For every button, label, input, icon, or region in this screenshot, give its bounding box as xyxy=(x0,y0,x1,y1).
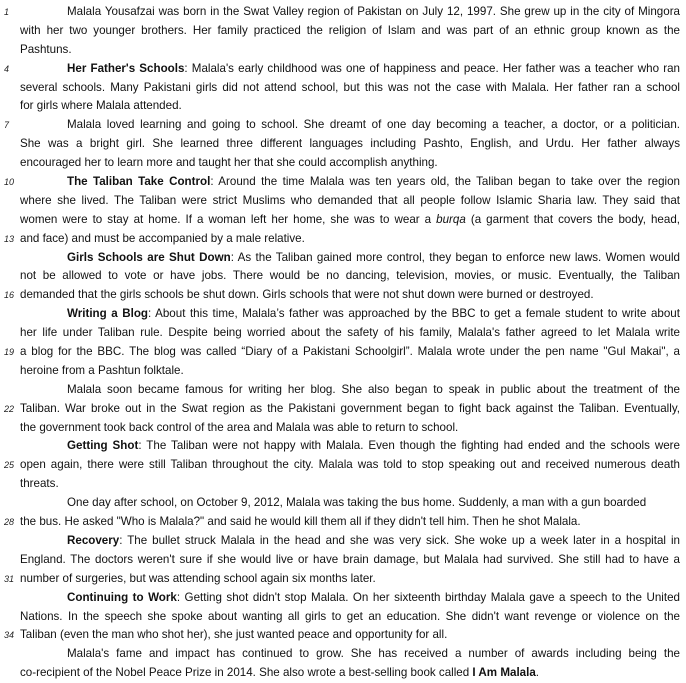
text-segment: England. The doctors weren't sure if she would live or have brain damage, but Malala had survived. She still had to have a xyxy=(20,552,680,566)
line-text xyxy=(20,249,680,268)
text-line xyxy=(0,362,686,381)
text-segment: where she lived. The Taliban were strict Muslims who demanded that all people follow Islamic Sharia law. They said that xyxy=(20,193,680,207)
text-segment: : The Taliban were not happy with Malala. Even though the fighting had ended and the schools were xyxy=(138,439,680,453)
text-segment: for girls where Malala attended. xyxy=(20,99,182,113)
line-number: 10 xyxy=(4,177,15,188)
text-line xyxy=(0,267,686,286)
line-text xyxy=(20,324,680,343)
text-line xyxy=(0,608,686,627)
text-segment: women were to stay at home. If a woman left her home, she was to wear a xyxy=(20,212,437,226)
line-text xyxy=(20,22,680,41)
text-line xyxy=(0,343,686,362)
text-line xyxy=(0,249,686,268)
text-line xyxy=(0,230,686,249)
text-line xyxy=(0,664,686,683)
text-segment: with her two younger brothers. Her family practiced the religion of Islam and was part of an ethnic group known as the xyxy=(20,23,680,37)
text-segment: a blog for the BBC. The blog was called “Diary of a Pakistani Schoolgirl”. Malala wrote under the pen name "Gul Makai", a xyxy=(20,345,680,359)
text-segment: One day after school, on October 9, 2012, Malala was taking the bus home. Suddenly, a man with a gun boarded xyxy=(67,496,647,510)
text-segment: Taliban. War broke out in the Swat region as the Pakistani government began to fight back against the Taliban. Eventually, xyxy=(20,401,680,415)
line-number: 19 xyxy=(4,347,15,358)
line-text xyxy=(20,437,680,456)
text-line xyxy=(0,324,686,343)
line-text xyxy=(20,97,680,116)
text-line xyxy=(0,22,686,41)
line-text xyxy=(20,286,680,305)
text-line xyxy=(0,60,686,79)
line-text xyxy=(20,305,680,324)
line-text xyxy=(20,456,680,475)
text-segment: (a garment that covers the body, head, xyxy=(465,212,680,226)
line-text xyxy=(20,475,680,494)
line-text xyxy=(20,570,680,589)
bold-text: Writing a Blog xyxy=(67,307,148,321)
text-line xyxy=(0,570,686,589)
line-text xyxy=(20,116,680,135)
text-segment: encouraged her to learn more and taught her that she could accomplish anything. xyxy=(20,156,438,170)
line-text xyxy=(20,192,680,211)
line-number: 22 xyxy=(4,403,15,414)
text-segment: heroine from a Pashtun folktale. xyxy=(20,363,184,377)
text-segment: . xyxy=(535,666,540,680)
text-line xyxy=(0,135,686,154)
text-line xyxy=(0,211,686,230)
line-text xyxy=(20,3,680,22)
line-text xyxy=(20,267,680,286)
document-page xyxy=(0,3,686,683)
line-text xyxy=(20,211,680,230)
line-text xyxy=(20,513,680,532)
line-text xyxy=(20,135,680,154)
text-segment: not be allowed to vote or have jobs. There would be no dancing, television, movies, or music. Eventually, the Taliban xyxy=(20,269,680,283)
line-text xyxy=(20,343,680,362)
line-number: 31 xyxy=(4,573,15,584)
text-line xyxy=(0,3,686,22)
text-line xyxy=(0,551,686,570)
text-segment: : Malala's early childhood was one of happiness and peace. Her father was a teacher who ran xyxy=(184,61,680,75)
bold-text: Her Father's Schools xyxy=(67,61,185,75)
text-segment: number of surgeries, but was attending school again six months later. xyxy=(20,571,376,585)
text-segment: : Around the time Malala was ten years old, the Taliban began to take over the region xyxy=(210,175,680,189)
text-line xyxy=(0,192,686,211)
text-segment: the bus. He asked "Who is Malala?" and said he would kill them all if they didn't tell him. Then he shot Malala. xyxy=(20,515,581,529)
line-number: 25 xyxy=(4,460,15,471)
text-line xyxy=(0,381,686,400)
line-text xyxy=(20,664,680,683)
line-text xyxy=(20,645,680,664)
bold-text: I Am Malala xyxy=(472,666,536,680)
text-line xyxy=(0,589,686,608)
text-segment: Malala's fame and impact has continued to grow. She has received a number of awards including being the xyxy=(67,647,680,661)
text-line xyxy=(0,456,686,475)
text-segment: several schools. Many Pakistani girls did not attend school, but this was not the case with Malala. Her father ran a school xyxy=(20,80,680,94)
text-segment: : As the Taliban gained more control, they began to enforce new laws. Women would xyxy=(230,250,681,264)
line-text xyxy=(20,60,680,79)
text-segment: Malala Yousafzai was born in the Swat Valley region of Pakistan on July 12, 1997. She grew up in the city of Mingora xyxy=(67,5,680,18)
text-line xyxy=(0,286,686,305)
line-number: 1 xyxy=(4,7,10,17)
text-line xyxy=(0,475,686,494)
line-text xyxy=(20,589,680,608)
line-number: 16 xyxy=(4,290,15,301)
bold-text: Continuing to Work xyxy=(67,590,177,604)
text-segment: and face) and must be accompanied by a male relative. xyxy=(20,231,305,245)
text-segment: Malala loved learning and going to school. She dreamt of one day becoming a teacher, a doctor, or a politician. xyxy=(67,118,680,132)
text-segment: the government took back control of the area and Malala was able to return to school. xyxy=(20,420,459,434)
line-text xyxy=(20,230,680,249)
text-line xyxy=(0,79,686,98)
text-line xyxy=(0,154,686,173)
text-segment: demanded that the girls schools be shut down. Girls schools that were not shut down were burned or destroyed. xyxy=(20,288,594,302)
text-segment: She was a bright girl. She learned three different languages including Pashto, English, and Urdu. Her father always xyxy=(20,137,680,151)
line-text xyxy=(20,419,680,438)
line-text xyxy=(20,494,680,513)
text-segment: Malala soon became famous for writing her blog. She also began to speak in public about the treatment of the xyxy=(67,382,680,396)
text-line xyxy=(0,305,686,324)
text-segment: : The bullet struck Malala in the head and she was very sick. She woke up a week later in a hospital in xyxy=(119,533,680,547)
line-text xyxy=(20,532,680,551)
text-line xyxy=(0,41,686,60)
text-line xyxy=(0,532,686,551)
line-text xyxy=(20,608,680,627)
line-text xyxy=(20,41,680,60)
line-number: 4 xyxy=(4,63,10,74)
line-text xyxy=(20,400,680,419)
line-text xyxy=(20,154,680,173)
line-number: 7 xyxy=(4,120,10,131)
text-line xyxy=(0,116,686,135)
text-segment: Taliban (even the man who shot her), she just wanted peace and opportunity for all. xyxy=(20,628,448,642)
text-segment: : Getting shot didn't stop Malala. On her sixteenth birthday Malala gave a speech to the United xyxy=(176,590,681,604)
text-segment: open again, there were still Taliban throughout the city. Malala was told to stop speaking out and received numerous death xyxy=(20,458,680,472)
text-line xyxy=(0,419,686,438)
text-line xyxy=(0,626,686,645)
line-text xyxy=(20,362,680,381)
text-line xyxy=(0,400,686,419)
text-segment: her life under Taliban rule. Despite being worried about the safety of his family, Malala's father agreed to let Malala write xyxy=(20,326,680,340)
text-segment: co-recipient of the Nobel Peace Prize in 2014. She also wrote a best-selling book called xyxy=(20,666,473,680)
text-segment: : About this time, Malala’s father was approached by the BBC to get a female student to write about xyxy=(148,307,680,321)
text-segment: Pashtuns. xyxy=(20,42,72,56)
line-text xyxy=(20,551,680,570)
line-number: 34 xyxy=(4,630,15,641)
text-segment: Nations. In the speech she spoke about wanting all girls to get an education. She didn't want revenge or violence on the xyxy=(20,609,680,623)
line-text xyxy=(20,626,680,645)
text-line xyxy=(0,173,686,192)
text-segment: threats. xyxy=(20,477,59,491)
bold-text: Getting Shot xyxy=(67,439,139,453)
text-line xyxy=(0,97,686,116)
italic-text: burqa xyxy=(436,212,466,226)
text-line xyxy=(0,437,686,456)
bold-text: Girls Schools are Shut Down xyxy=(67,250,231,264)
bold-text: The Taliban Take Control xyxy=(67,175,211,189)
line-text xyxy=(20,381,680,400)
line-text xyxy=(20,79,680,98)
text-line xyxy=(0,494,686,513)
line-number: 13 xyxy=(4,233,15,244)
line-number: 28 xyxy=(4,517,15,528)
text-line xyxy=(0,513,686,532)
text-line xyxy=(0,645,686,664)
line-text xyxy=(20,173,680,192)
bold-text: Recovery xyxy=(67,533,120,547)
